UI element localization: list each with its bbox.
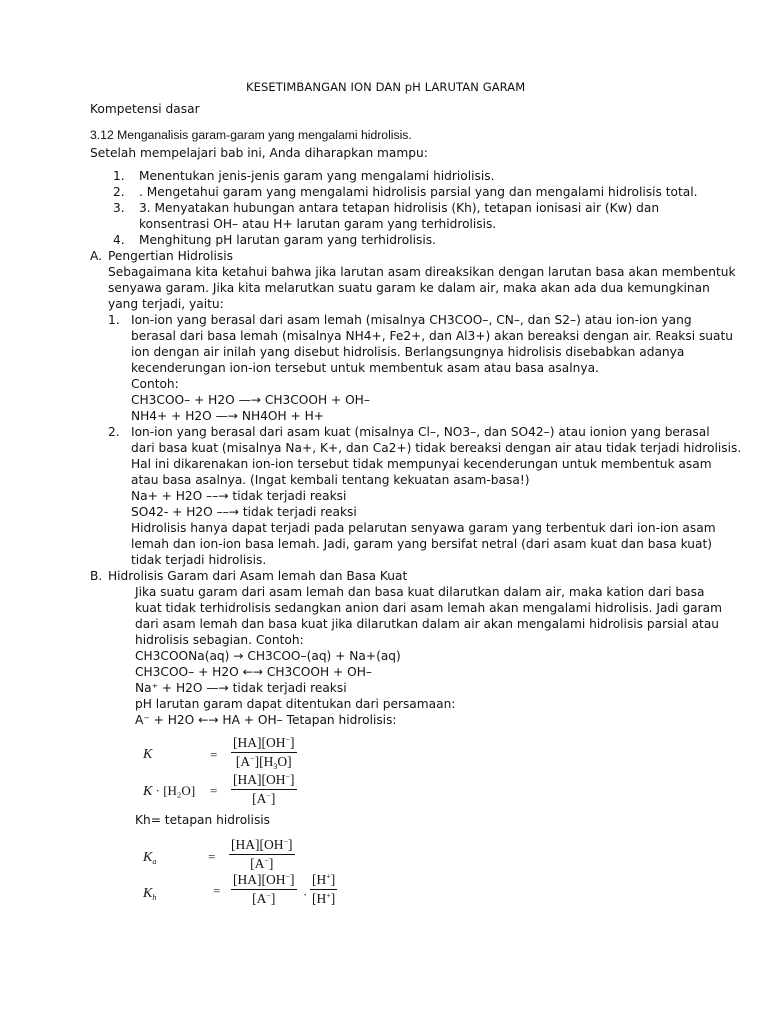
paragraph-line: Hal ini dikarenakan ion-ion tersebut tidak mempunyai kecenderungan untuk membentuk asam	[131, 457, 712, 471]
kh-label: Kh= tetapan hidrolisis	[135, 813, 271, 827]
reaction-equation: SO42- + H2O ––→ tidak terjadi reaksi	[131, 505, 357, 519]
paragraph-line: tidak terjadi hidrolisis.	[131, 553, 267, 567]
formula-3-fraction: [HA][OH−] [A−]	[231, 837, 293, 871]
paragraph-line: senyawa garam. Jika kita melarutkan suatu garam ke dalam air, maka akan ada dua kemungkinan	[108, 281, 710, 295]
paragraph-line: kuat tidak terhidrolisis sedangkan anion dari asam lemah akan mengalami hidrolisis. Jadi garam	[135, 601, 722, 615]
paragraph-line: hidrolisis sebagian. Contoh:	[135, 633, 304, 647]
formula-equals: =	[208, 849, 216, 864]
document-title: KESETIMBANGAN ION DAN pH LARUTAN GARAM	[246, 80, 526, 94]
reaction-equation: CH3COO– + H2O ←→ CH3COOH + OH–	[135, 665, 372, 679]
reaction-equation: Na⁺ + H2O —→ tidak terjadi reaksi	[135, 681, 347, 695]
objective-number: 3.	[113, 201, 125, 215]
paragraph-line: ion dengan air inilah yang disebut hidrolisis. Berlangsungnya hidrolisis disebabkan adanya	[131, 345, 685, 359]
paragraph-line: dari asam lemah dan basa kuat jika dilarutkan dalam air akan mengalami hidrolisis parsial atau	[135, 617, 720, 631]
objective-text: Menentukan jenis-jenis garam yang mengalami hidriolisis.	[139, 169, 495, 183]
paragraph-line: dari basa kuat (misalnya Na+, K+, dan Ca2+) tidak bereaksi dengan air atau tidak terjadi hidrolisis.	[131, 441, 742, 455]
reaction-equation: CH3COONa(aq) → CH3COO–(aq) + Na+(aq)	[135, 649, 401, 663]
paragraph-line: Jika suatu garam dari asam lemah dan basa kuat dilarutkan dalam air, maka kation dari basa	[135, 585, 705, 599]
formula-dot: ·	[303, 887, 308, 902]
formula-h2o: [H₂O]	[163, 783, 196, 798]
paragraph-line: Hidrolisis hanya dapat terjadi pada pelarutan senyawa garam yang terbentuk dari ion-ion asam	[131, 521, 716, 535]
formula-k-symbol: K	[143, 850, 153, 865]
formula-k-symbol: K	[143, 886, 153, 901]
section-a-heading: Pengertian Hidrolisis	[108, 249, 233, 263]
objective-text: konsentrasi OH– atau H+ larutan garam yang terhidrolisis.	[139, 217, 497, 231]
paragraph-line: lemah dan ion-ion basa lemah. Jadi, garam yang bersifat netral (dari asam kuat dan basa kuat)	[131, 537, 713, 551]
objective-text: Menghitung pH larutan garam yang terhidrolisis.	[139, 233, 436, 247]
objective-number: 2.	[113, 185, 125, 199]
formula-k-symbol: K	[143, 747, 153, 762]
paragraph-line: Ion-ion yang berasal dari asam lemah (misalnya CH3COO–, CN–, dan S2–) atau ion-ion yang	[131, 313, 692, 327]
reaction-equation: Na+ + H2O ––→ tidak terjadi reaksi	[131, 489, 347, 503]
formula-ka	[143, 850, 156, 865]
formula-1-fraction: [HA][OH−] $[A^-][H_3O]$	[233, 735, 295, 771]
list-number: 1.	[108, 313, 120, 327]
formula-equals: =	[210, 783, 218, 798]
kompetensi-heading: Kompetensi dasar	[90, 102, 200, 116]
formula-equals: =	[210, 747, 218, 762]
kompetensi-dasar-text: 3.12 Menganalisis garam-garam yang mengalami hidrolisis.	[90, 128, 412, 142]
formula-k-symbol: K	[143, 784, 153, 799]
paragraph-line: yang terjadi, yaitu:	[108, 297, 224, 311]
section-b-letter: B.	[90, 569, 103, 583]
objective-number: 1.	[113, 169, 125, 183]
paragraph-line: pH larutan garam dapat ditentukan dari persamaan:	[135, 697, 456, 711]
formula-equals: =	[213, 883, 221, 898]
objective-text: 3. Menyatakan hubungan antara tetapan hidrolisis (Kh), tetapan ionisasi air (Kw) dan	[139, 201, 660, 215]
paragraph-line: Sebagaimana kita ketahui bahwa jika larutan asam direaksikan dengan larutan basa akan membentuk	[108, 265, 736, 279]
objective-text: . Mengetahui garam yang mengalami hidrolisis parsial yang dan mengalami hidrolisis total.	[139, 185, 698, 199]
formula-2-fraction: [HA][OH−] [A−]	[233, 772, 295, 806]
paragraph-line: Contoh:	[131, 377, 179, 391]
paragraph-line: atau basa asalnya. (Ingat kembali tentang kekuatan asam-basa!)	[131, 473, 530, 487]
formula-4-fraction-b: [H+] [H+]	[312, 872, 336, 906]
paragraph-line: Ion-ion yang berasal dari asam kuat (misalnya Cl–, NO3–, dan SO42–) atau ionion yang berasal	[131, 425, 710, 439]
formula-subscript: a	[152, 857, 157, 866]
paragraph-line: berasal dari basa lemah (misalnya NH4+, Fe2+, dan Al3+) akan bereaksi dengan air. Reaksi suatu	[131, 329, 733, 343]
section-a-letter: A.	[90, 249, 102, 263]
reaction-equation: CH3COO– + H2O —→ CH3COOH + OH–	[131, 393, 370, 407]
objective-number: 4.	[113, 233, 125, 247]
intro-text: Setelah mempelajari bab ini, Anda diharapkan mampu:	[90, 146, 428, 160]
reaction-equation: NH4+ + H2O —→ NH4OH + H+	[131, 409, 324, 423]
reaction-equation: A⁻ + H2O ←→ HA + OH– Tetapan hidrolisis:	[135, 713, 397, 727]
section-b-heading: Hidrolisis Garam dari Asam lemah dan Basa Kuat	[108, 569, 408, 583]
formula-4-fraction-a: [HA][OH−] [A−]	[233, 872, 295, 906]
list-number: 2.	[108, 425, 120, 439]
paragraph-line: kecenderungan ion-ion tersebut untuk membentuk asam atau basa asalnya.	[131, 361, 599, 375]
formula-kh	[143, 886, 156, 901]
formula-k-h2o: K · [H₂O]	[143, 783, 196, 799]
formula-subscript: h	[152, 893, 157, 902]
